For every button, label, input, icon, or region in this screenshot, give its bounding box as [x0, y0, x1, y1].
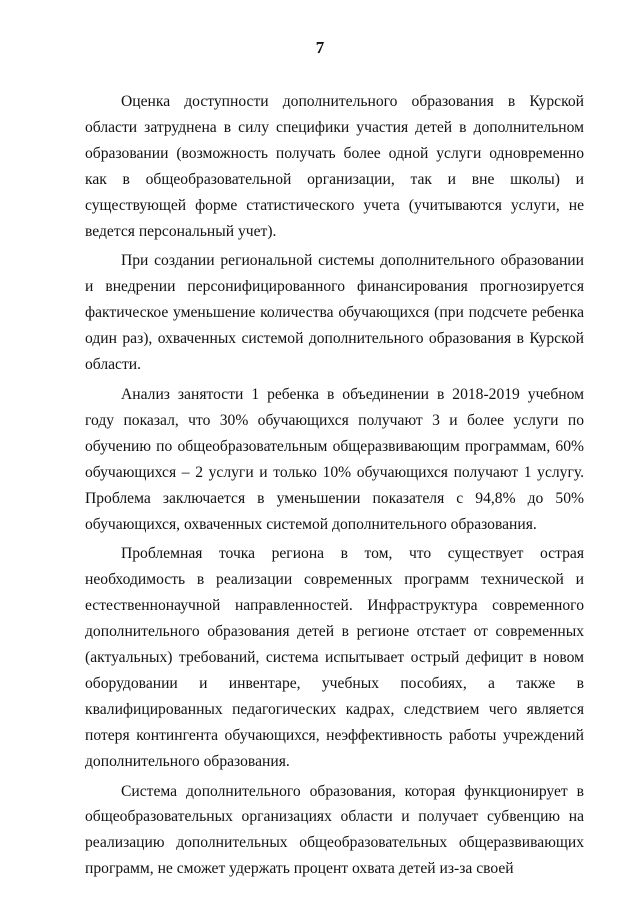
paragraph-school-system: Система дополнительного образования, которая функционирует в общеобразовательных организациях области и получает субвенцию на реализацию дополнительных общеобразовательных общеразвивающих программ, не сможет удержать процент охвата детей из-за своей [85, 782, 584, 878]
paragraph-employment-analysis: Анализ занятости 1 ребенка в объединении в 2018-2019 учебном году показал, что 30% обучающихся получают 3 и более услуги по обучению по общеобразовательным общеразвивающим программам, 60% обучающихся – 2 услуги и только 10% обучающихся получают 1 услугу. Проблема заключается в уменьшении показателя с 94,8% до 50% обучающихся, охваченных системой дополнительного образования. [85, 385, 584, 533]
paragraph-availability-assessment: Оценка доступности дополнительного образования в Курской области затруднена в силу специфики участия детей в дополнительном образовании (возможность получать более одной услуги одновременно как в общеобразовательной организации, так и вне школы) и существующей форме статистического учета (учитываются услуги, не ведется персональный учет). [85, 93, 584, 240]
paragraph-regional-problem: Проблемная точка региона в том, что существует острая необходимость в реализации современных программ технической и естественнонаучной направленностей. Инфраструктура современного дополнительного образования детей в регионе отстает от современных (актуальных) требований, система испытывает острый дефицит в новом оборудовании и инвентаре, учебных пособиях, а также в квалифицированных педагогических кадрах, следствием чего является потеря контингента обучающихся, неэффективность работы учреждений дополнительного образования. [85, 545, 584, 770]
page-number: 7 [315, 38, 325, 57]
document-body [85, 89, 584, 886]
paragraph-personified-financing: При создании региональной системы дополнительного образовании и внедрении персонифицированного финансирования прогнозируется фактическое уменьшение количества обучающихся (при подсчете ребенка один раз), охваченных системой дополнительного образования в Курской области. [85, 252, 584, 374]
